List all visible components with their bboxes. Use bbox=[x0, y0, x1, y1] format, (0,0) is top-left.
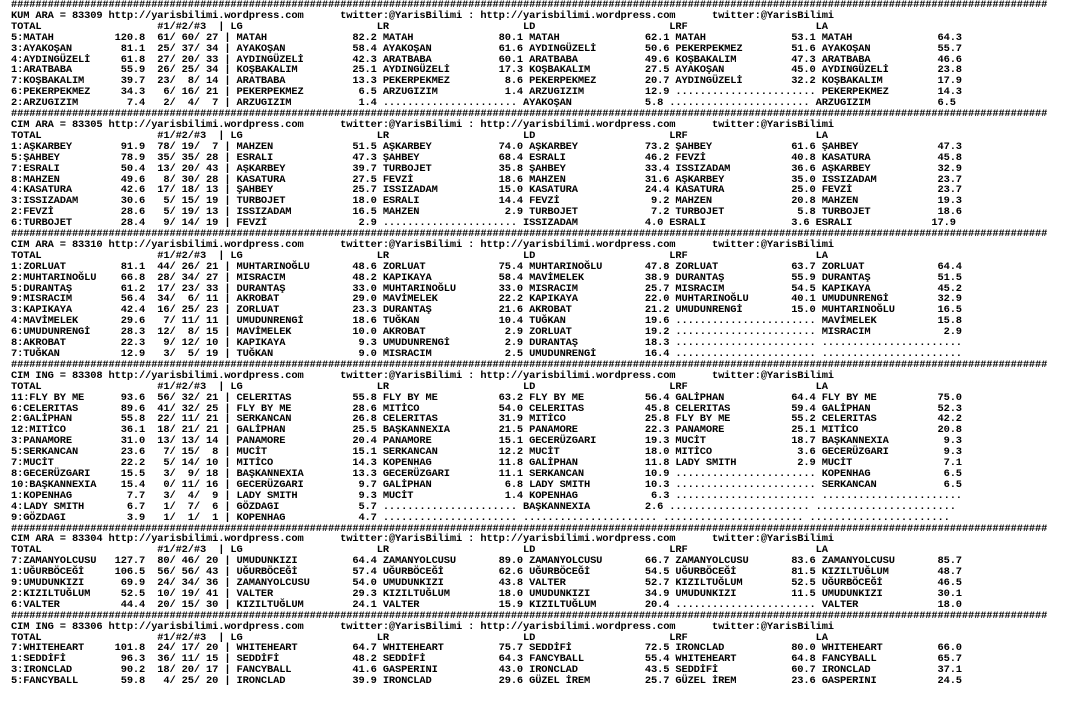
separator-line: ########################################################################################################################################################################## bbox=[11, 609, 1048, 622]
table-row: 2:KIZILTUĞLUM 52.5 10/ 19/ 41 | VALTER 29.3 KIZILTUĞLUM 18.0 UMUDUNKIZI 34.9 UMUDUNKIZI 11.5 UMUDUNKIZI 30.1 bbox=[11, 587, 962, 600]
table-row: 9:GÖZDAGI 3.9 1/ 1/ 1 | KOPENHAG 4.7 ...................... ...................... ....................... ....................... bbox=[11, 511, 950, 524]
table-row: 7:TUĞKAN 12.9 3/ 5/ 19 | TUĞKAN 9.0 MISRACIM 2.5 UMUDUNRENGİ 16.4 ....................... ....................... bbox=[11, 348, 962, 360]
table-row: 2:MUHTARINOĞLU 66.8 28/ 34/ 27 | MISRACIM 48.2 KAPIKAYA 58.4 MAVİMELEK 38.9 DURANTAŞ 55.9 DURANTAŞ 51.5 bbox=[11, 271, 962, 284]
table-row: 6:TURBOJET 28.4 9/ 14/ 19 | FEVZİ 2.9 ...................... ISSIZADAM 4.0 ESRALI 3.6 ESRALI 17.9 bbox=[11, 217, 956, 230]
table-row: 7:ZAMANYOLCUSU 127.7 80/ 46/ 20 | UMUDUNKIZI 64.4 ZAMANYOLCUSU 89.0 ZAMANYOLCUSU 66.7 ZAMANYOLCUSU 83.6 ZAMANYOLCUSU 85.7 bbox=[11, 555, 962, 568]
race-header-line: CIM ARA = 83305 http://yarisbilimi.wordpress.com twitter:@YarisBilimi : http://yarisbilimi.wordpress.com twitter:@YarisBilimi bbox=[11, 118, 834, 131]
table-row: 5:ŞAHBEY 78.9 35/ 35/ 28 | ESRALI 47.3 ŞAHBEY 68.4 ESRALI 46.2 FEVZİ 40.8 KASATURA 45.8 bbox=[11, 151, 962, 164]
table-row: 8:AKROBAT 22.3 9/ 12/ 10 | KAPIKAYA 9.3 UMUDUNRENGİ 2.9 DURANTAŞ 18.3 ....................... ....................... bbox=[11, 337, 962, 350]
table-row: 6:VALTER 44.4 20/ 15/ 30 | KIZILTUĞLUM 24.1 VALTER 15.9 KIZILTUĞLUM 20.4 ....................... VALTER 18.0 bbox=[11, 598, 962, 611]
table-row: 6:PEKERPEKMEZ 34.3 6/ 16/ 21 | PEKERPEKMEZ 6.5 ARZUGIZIM 1.4 ARZUGIZIM 12.9 ....................... PEKERPEKMEZ 14.3 bbox=[11, 86, 962, 99]
race-table-printout bbox=[11, 0, 1047, 687]
separator-line: ########################################################################################################################################################################## bbox=[11, 228, 1048, 241]
race-header-line: KUM ARA = 83309 http://yarisbilimi.wordpress.com twitter:@YarisBilimi : http://yarisbilimi.wordpress.com twitter:@YarisBilimi bbox=[11, 9, 834, 22]
table-row: 7:WHITEHEART 101.8 24/ 17/ 20 | WHITEHEART 64.7 WHITEHEART 75.7 SEDDİFİ 72.5 IRONCLAD 80.0 WHITEHEART 66.0 bbox=[11, 642, 962, 655]
column-header-line: TOTAL #1/#2/#3 | LG LR LD LRF LA bbox=[11, 20, 828, 33]
separator-line: ########################################################################################################################################################################## bbox=[11, 0, 1048, 11]
race-header-line: CIM ARA = 83304 http://yarisbilimi.wordpress.com twitter:@YarisBilimi : http://yarisbilimi.wordpress.com twitter:@YarisBilimi bbox=[11, 533, 834, 546]
race-header-line: CIM ING = 83308 http://yarisbilimi.wordpress.com twitter:@YarisBilimi : http://yarisbilimi.wordpress.com twitter:@YarisBilimi bbox=[11, 369, 834, 382]
table-row: 8:MAHZEN 49.6 8/ 30/ 28 | KASATURA 27.5 FEVZİ 18.6 MAHZEN 31.6 AŞKARBEY 35.0 ISSIZADAM 23.7 bbox=[11, 173, 962, 186]
column-header-line: TOTAL #1/#2/#3 | LG LR LD LRF LA bbox=[11, 380, 828, 393]
table-row: 1:KOPENHAG 7.7 3/ 4/ 9 | LADY SMITH 9.3 MUCİT 1.4 KOPENHAG 6.3 ....................... ....................... bbox=[11, 489, 962, 502]
table-row: 8:GECERÜZGARI 15.5 3/ 9/ 18 | BAŞKANNEXIA 13.3 GECERÜZGARI 11.1 SERKANCAN 10.9 ....................... KOPENHAG 6.5 bbox=[11, 467, 962, 480]
table-row: 4:AYDINGÜZELİ 61.8 27/ 20/ 33 | AYDINGÜZELİ 42.3 ARATBABA 60.1 ARATBABA 49.6 KOŞBAKALIM 47.3 ARATBABA 46.6 bbox=[11, 53, 962, 66]
column-header-line: TOTAL #1/#2/#3 | LG LR LD LRF LA bbox=[11, 544, 828, 557]
race-header-line: CIM ING = 83306 http://yarisbilimi.wordpress.com twitter:@YarisBilimi : http://yarisbilimi.wordpress.com twitter:@YarisBilimi bbox=[11, 620, 834, 633]
table-row: 2:GALİPHAN 55.8 22/ 11/ 21 | SERKANCAN 26.8 CELERITAS 31.9 MITİCO 25.8 FLY BY ME 55.2 CELERITAS 42.2 bbox=[11, 413, 962, 426]
table-row: 2:FEVZİ 28.6 5/ 19/ 13 | ISSIZADAM 16.5 MAHZEN 2.9 TURBOJET 7.2 TURBOJET 5.8 TURBOJET 18.6 bbox=[11, 206, 962, 219]
table-row: 9:MISRACIM 56.4 34/ 6/ 11 | AKROBAT 29.0 MAVİMELEK 22.2 KAPIKAYA 22.0 MUHTARINOĞLU 40.1 UMUDUNRENGİ 32.9 bbox=[11, 293, 962, 306]
table-row: 9:UMUDUNKIZI 69.9 24/ 34/ 36 | ZAMANYOLCUSU 54.0 UMUDUNKIZI 43.8 VALTER 52.7 KIZILTUĞLUM 52.5 UĞURBÖCEĞİ 46.5 bbox=[11, 577, 962, 590]
table-row: 3:IRONCLAD 90.2 18/ 20/ 17 | FANCYBALL 41.6 GASPERINI 43.0 IRONCLAD 43.5 SEDDİFİ 60.7 IRONCLAD 37.1 bbox=[11, 664, 962, 677]
table-row: 4:LADY SMITH 6.7 1/ 7/ 6 | GÖZDAGI 5.7 ...................... BAŞKANNEXIA 2.6 ....................... ....................... bbox=[11, 500, 956, 513]
table-row: 10:BAŞKANNEXIA 15.4 0/ 11/ 16 | GECERÜZGARI 9.7 GALİPHAN 6.8 LADY SMITH 10.3 ....................... SERKANCAN 6.5 bbox=[11, 478, 962, 491]
table-row: 7:MUCİT 22.2 5/ 14/ 10 | MITİCO 14.3 KOPENHAG 11.8 GALİPHAN 11.8 LADY SMITH 2.9 MUCİT 7.1 bbox=[11, 457, 962, 470]
column-header-line: TOTAL #1/#2/#3 | LG LR LD LRF LA bbox=[11, 631, 828, 644]
table-row: 1:AŞKARBEY 91.9 78/ 19/ 7 | MAHZEN 51.5 AŞKARBEY 74.0 AŞKARBEY 73.2 ŞAHBEY 61.6 ŞAHBEY 47.3 bbox=[11, 140, 962, 153]
table-row: 6:UMUDUNRENGİ 28.3 12/ 8/ 15 | MAVİMELEK 10.0 AKROBAT 2.9 ZORLUAT 19.2 ....................... MISRACIM 2.9 bbox=[11, 326, 962, 339]
table-row: 4:KASATURA 42.6 17/ 18/ 13 | ŞAHBEY 25.7 ISSIZADAM 15.0 KASATURA 24.4 KASATURA 25.0 FEVZİ 23.7 bbox=[11, 184, 962, 197]
table-row: 5:MATAH 120.8 61/ 60/ 27 | MATAH 82.2 MATAH 80.1 MATAH 62.1 MATAH 53.1 MATAH 64.3 bbox=[11, 31, 962, 44]
column-header-line: TOTAL #1/#2/#3 | LG LR LD LRF LA bbox=[11, 249, 828, 262]
column-header-line: TOTAL #1/#2/#3 | LG LR LD LRF LA bbox=[11, 129, 828, 142]
table-row: 2:ARZUGIZIM 7.4 2/ 4/ 7 | ARZUGIZIM 1.4 ...................... AYAKOŞAN 5.8 ....................... ARZUGIZIM 6.5 bbox=[11, 97, 956, 110]
table-row: 11:FLY BY ME 93.6 56/ 32/ 21 | CELERITAS 55.8 FLY BY ME 63.2 FLY BY ME 56.4 GALİPHAN 64.4 FLY BY ME 75.0 bbox=[11, 391, 962, 404]
table-row: 5:FANCYBALL 59.8 4/ 25/ 20 | IRONCLAD 39.9 IRONCLAD 29.6 GÜZEL İREM 25.7 GÜZEL İREM 23.6 GASPERINI 24.5 bbox=[11, 675, 962, 688]
table-row: 3:PANAMORE 31.0 13/ 13/ 14 | PANAMORE 20.4 PANAMORE 15.1 GECERÜZGARI 19.3 MUCİT 18.7 BAŞKANNEXIA 9.3 bbox=[11, 435, 962, 448]
table-row: 7:ESRALI 50.4 13/ 20/ 43 | AŞKARBEY 39.7 TURBOJET 35.8 ŞAHBEY 33.4 ISSIZADAM 36.6 AŞKARBEY 32.9 bbox=[11, 162, 962, 175]
table-row: 1:ARATBABA 55.9 26/ 25/ 34 | KOŞBAKALIM 25.1 AYDINGÜZELİ 17.3 KOŞBAKALIM 27.5 AYAKOŞAN 45.0 AYDINGÜZELİ 23.8 bbox=[11, 64, 962, 77]
separator-line: ########################################################################################################################################################################## bbox=[11, 108, 1048, 121]
table-row: 3:ISSIZADAM 30.6 5/ 15/ 19 | TURBOJET 18.0 ESRALI 14.4 FEVZİ 9.2 MAHZEN 20.8 MAHZEN 19.3 bbox=[11, 195, 962, 208]
race-header-line: CIM ARA = 83310 http://yarisbilimi.wordpress.com twitter:@YarisBilimi : http://yarisbilimi.wordpress.com twitter:@YarisBilimi bbox=[11, 238, 834, 251]
table-row: 7:KOŞBAKALIM 39.7 23/ 8/ 14 | ARATBABA 13.3 PEKERPEKMEZ 8.6 PEKERPEKMEZ 20.7 AYDINGÜZELİ 32.2 KOŞBAKALIM 17.9 bbox=[11, 75, 962, 88]
table-row: 6:CELERITAS 89.6 41/ 32/ 25 | FLY BY ME 28.6 MITİCO 54.0 CELERITAS 45.8 CELERITAS 59.4 GALİPHAN 52.3 bbox=[11, 402, 962, 415]
table-row: 3:KAPIKAYA 42.4 16/ 25/ 23 | ZORLUAT 23.3 DURANTAŞ 21.6 AKROBAT 21.2 UMUDUNRENGİ 15.0 MUHTARINOĞLU 16.5 bbox=[11, 304, 962, 317]
table-row: 5:SERKANCAN 23.6 7/ 15/ 8 | MUCİT 15.1 SERKANCAN 12.2 MUCİT 18.0 MITİCO 3.6 GECERÜZGARI 9.3 bbox=[11, 446, 962, 459]
table-row: 1:ZORLUAT 81.1 44/ 26/ 21 | MUHTARINOĞLU 48.6 ZORLUAT 75.4 MUHTARINOĞLU 47.8 ZORLUAT 63.7 ZORLUAT 64.4 bbox=[11, 260, 962, 273]
separator-line: ########################################################################################################################################################################## bbox=[11, 358, 1048, 371]
table-row: 4:MAVİMELEK 29.6 7/ 11/ 11 | UMUDUNRENGİ 18.6 TUĞKAN 10.4 TUĞKAN 19.6 ....................... MAVİMELEK 15.8 bbox=[11, 315, 962, 328]
table-row: 1:UĞURBÖCEĞİ 106.5 56/ 56/ 43 | UĞURBÖCEĞİ 57.4 UĞURBÖCEĞİ 62.6 UĞURBÖCEĞİ 54.5 UĞURBÖCEĞİ 81.5 KIZILTUĞLUM 48.7 bbox=[11, 566, 962, 579]
table-row: 3:AYAKOŞAN 81.1 25/ 37/ 34 | AYAKOŞAN 58.4 AYAKOŞAN 61.6 AYDINGÜZELİ 50.6 PEKERPEKMEZ 51.6 AYAKOŞAN 55.7 bbox=[11, 42, 962, 55]
separator-line: ########################################################################################################################################################################## bbox=[11, 522, 1048, 535]
table-row: 1:SEDDİFİ 96.3 36/ 11/ 15 | SEDDİFİ 48.2 SEDDİFİ 64.3 FANCYBALL 55.4 WHITEHEART 64.8 FANCYBALL 65.7 bbox=[11, 653, 962, 666]
table-row: 12:MITİCO 36.1 18/ 21/ 21 | GALİPHAN 25.5 BAŞKANNEXIA 21.5 PANAMORE 22.3 PANAMORE 25.1 MITİCO 20.8 bbox=[11, 424, 962, 437]
table-row: 5:DURANTAŞ 61.2 17/ 23/ 33 | DURANTAŞ 33.0 MUHTARINOĞLU 33.0 MISRACIM 25.7 MISRACIM 54.5 KAPIKAYA 45.2 bbox=[11, 282, 962, 295]
